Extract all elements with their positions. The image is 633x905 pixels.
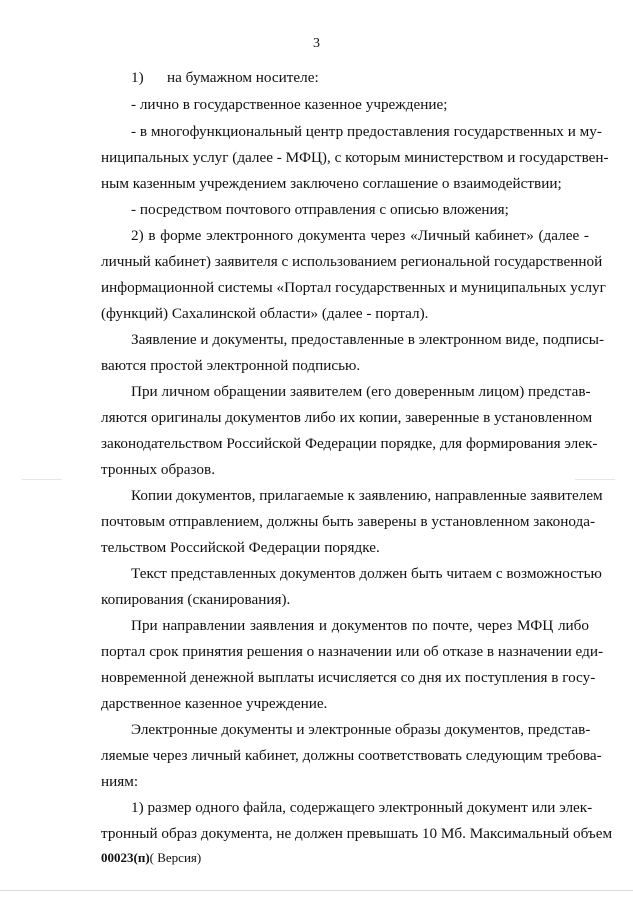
text-line: ниципальных услуг (далее - МФЦ), с которым министерством и государствен-: [101, 149, 609, 166]
document-code: 00023(п): [101, 850, 150, 865]
text-line: Заявление и документы, предоставленные в электронном виде, подписы-: [131, 331, 605, 348]
text-line: ваются простой электронной подписью.: [101, 357, 361, 374]
text-line: тронный образ документа, не должен превышать 10 Мб. Максимальный объем: [101, 825, 613, 842]
text-line: новременной денежной выплаты исчисляется со дня их поступления в госу-: [101, 669, 596, 686]
text-line: - лично в государственное казенное учреждение;: [131, 96, 448, 113]
text-line: Текст представленных документов должен быть читаем с возможностью: [131, 565, 602, 582]
text-line: тронных образов.: [101, 461, 215, 478]
page-bottom-rule: [0, 890, 633, 891]
text-line: Копии документов, прилагаемые к заявлению, направленные заявителем: [131, 487, 603, 504]
text-line: 1) размер одного файла, содержащего электронный документ или элек-: [131, 799, 593, 816]
text-line: (функций) Сахалинской области» (далее - портал).: [101, 305, 429, 322]
text-line: При направлении заявления и документов по почте, через МФЦ либо: [131, 617, 589, 634]
text-line: ляемые через личный кабинет, должны соответствовать следующим требова-: [101, 747, 602, 764]
text-line: портал срок принятия решения о назначении или об отказе в назначении еди-: [101, 643, 604, 660]
text-line: - в многофункциональный центр предоставления государственных и му-: [131, 123, 602, 140]
document-version: ( Версия): [149, 850, 202, 865]
text-line: тельством Российской Федерации порядке.: [101, 539, 380, 556]
text-line: дарственное казенное учреждение.: [101, 695, 328, 712]
list-item-text: на бумажном носителе:: [167, 69, 319, 86]
list-item-paper: [131, 68, 589, 88]
text-line: ным казенным учреждением заключено соглашение о взаимодействии;: [101, 175, 562, 192]
text-line: 2) в форме электронного документа через «Личный кабинет» (далее -: [131, 227, 589, 244]
text-line: ниям:: [101, 773, 139, 790]
scan-mark: [575, 479, 615, 480]
scan-mark: [22, 479, 62, 480]
text-line: - посредством почтового отправления с описью вложения;: [131, 201, 509, 218]
text-line: почтовым отправлением, должны быть заверены в установленном законода-: [101, 513, 595, 530]
text-line: При личном обращении заявителем (его доверенным лицом) представ-: [131, 383, 591, 400]
text-line: законодательством Российской Федерации порядке, для формирования элек-: [101, 435, 598, 452]
text-line: ляются оригиналы документов либо их копии, заверенные в установленном: [101, 409, 593, 426]
list-item-number: 1): [131, 69, 144, 86]
document-footer: [101, 850, 201, 866]
text-line: Электронные документы и электронные образы документов, представ-: [131, 721, 591, 738]
text-line: личный кабинет) заявителя с использованием региональной государственной: [101, 253, 603, 270]
text-line: информационной системы «Портал государственных и муниципальных услуг: [101, 279, 606, 296]
text-line: копирования (сканирования).: [101, 591, 291, 608]
page-number: 3: [313, 36, 320, 51]
